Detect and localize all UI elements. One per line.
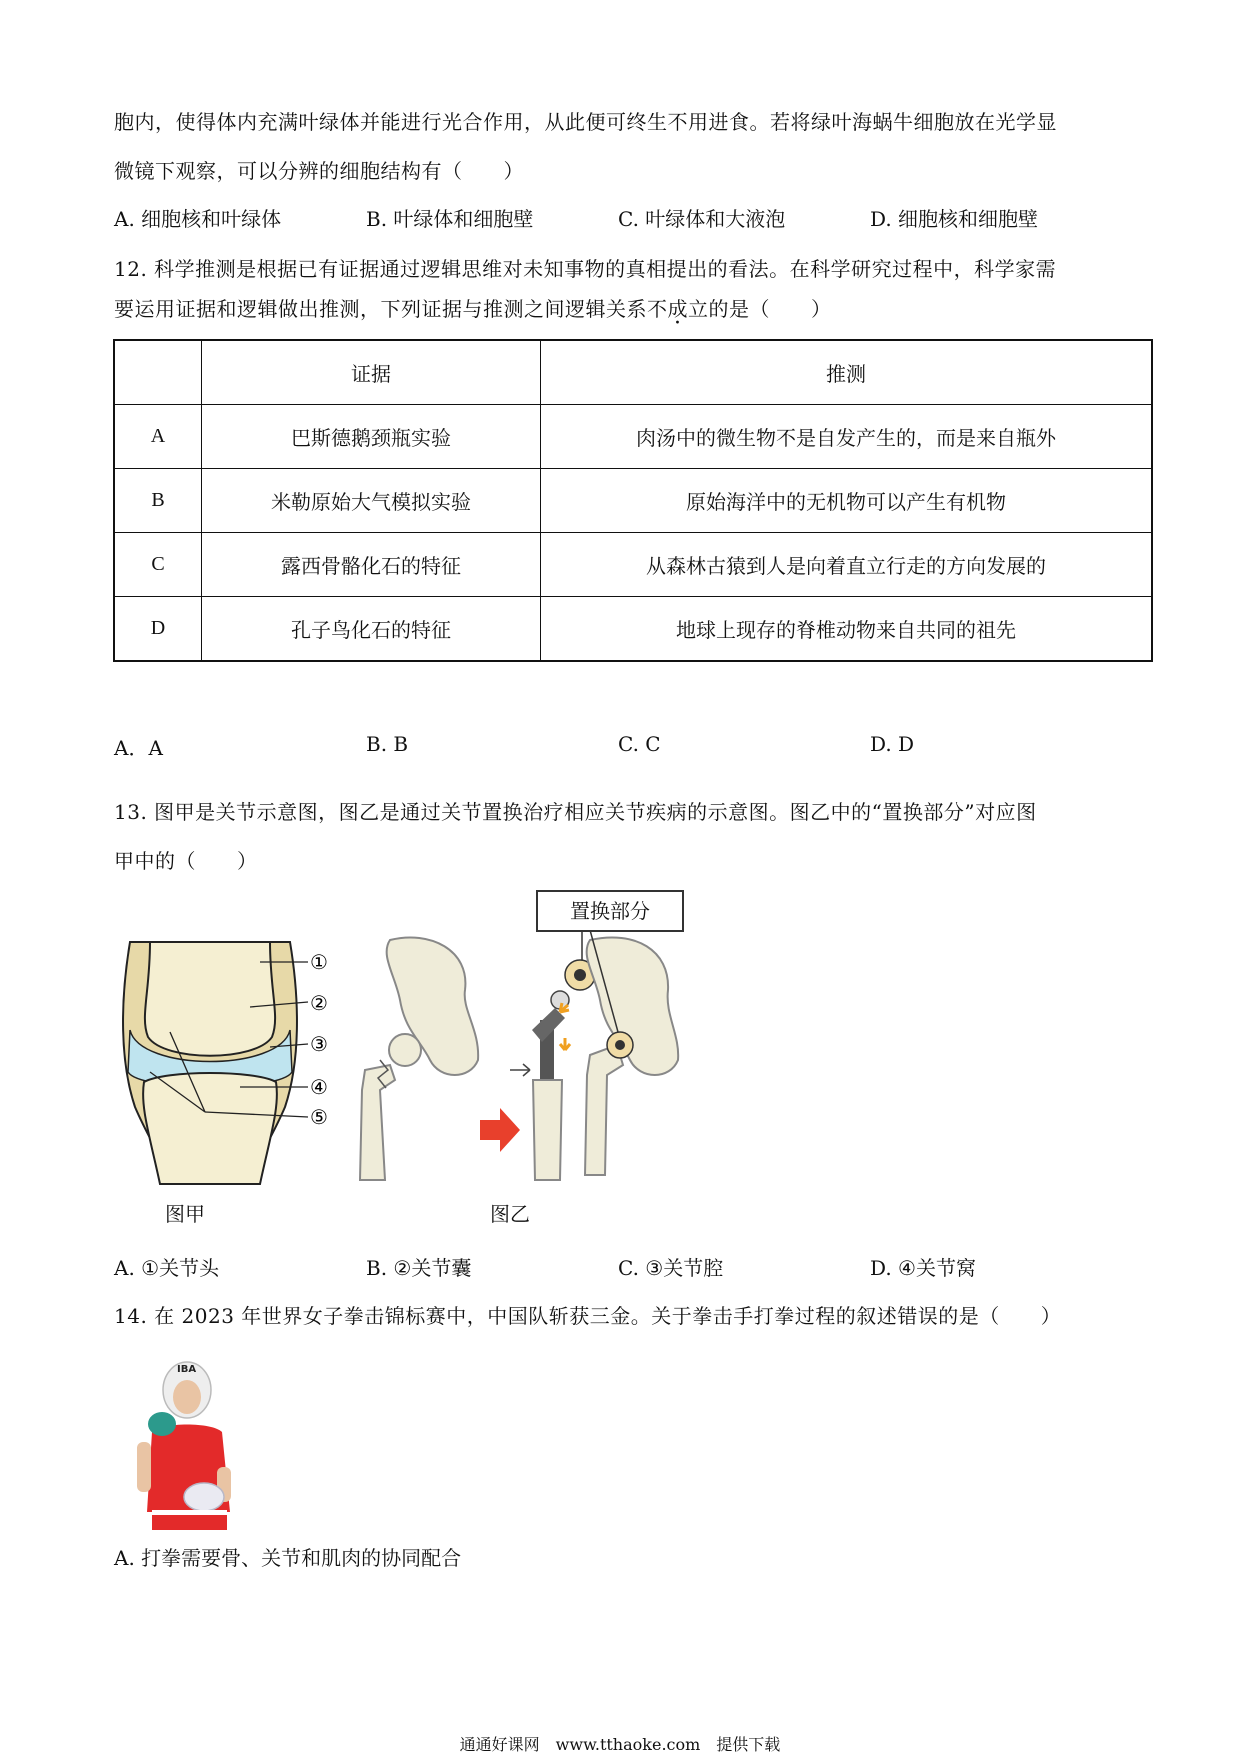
- table-cell-evidence: 米勒原始大气模拟实验: [202, 469, 541, 533]
- table-cell-evidence: 孔子鸟化石的特征: [202, 597, 541, 662]
- table-header-inference: 推测: [541, 340, 1153, 405]
- q12-stem-line2-pre: 要运用证据和逻辑做出推测，下列证据与推测之间逻辑关系: [114, 297, 647, 321]
- table-cell-key: A: [114, 405, 202, 469]
- table-row: [114, 405, 1152, 469]
- q13-option-b: B. ②关节囊: [366, 1256, 472, 1280]
- table-cell-evidence: 巴斯德鹅颈瓶实验: [202, 405, 541, 469]
- replacement-part-callout: 置换部分: [536, 890, 684, 932]
- q11-stem-line1: 胞内，使得体内充满叶绿体并能进行光合作用，从此便可终生不用进食。若将绿叶海蜗牛细胞放在光学显: [114, 110, 1057, 134]
- page-footer: 通通好课网 www.tthaoke.com 提供下载: [459, 1735, 781, 1754]
- table-cell-inference: 原始海洋中的无机物可以产生有机物: [541, 469, 1153, 533]
- q13-stem-line1: 13. 图甲是关节示意图，图乙是通过关节置换治疗相应关节疾病的示意图。图乙中的“置换部分”对应图: [114, 800, 1037, 824]
- hip-replacement-figure: [350, 930, 730, 1192]
- q14-stem: 14. 在 2023 年世界女子拳击锦标赛中，中国队斩获三金。关于拳击手打拳过程的叙述错误的是（ ）: [114, 1304, 1062, 1328]
- q12-option-c: C. C: [618, 732, 661, 756]
- table-header-evidence: 证据: [202, 340, 541, 405]
- figure-yi-caption: 图乙: [490, 1202, 530, 1226]
- table-cell-key: C: [114, 533, 202, 597]
- figure-jia-caption: 图甲: [165, 1202, 205, 1226]
- table-row: [114, 597, 1152, 662]
- table-header-cell: [114, 340, 202, 405]
- q12-stem-line2-post: 的是（ ）: [708, 297, 832, 321]
- boxer-headgear-text: IBA: [177, 1364, 197, 1375]
- q12-stem-emphasis: 不成立: [647, 297, 709, 321]
- table-cell-inference: 从森林古猿到人是向着直立行走的方向发展的: [541, 533, 1153, 597]
- q11-option-b: B. 叶绿体和细胞壁: [366, 207, 534, 231]
- q11-stem-line2: 微镜下观察，可以分辨的细胞结构有（ ）: [114, 159, 524, 183]
- q12-stem-line1: 12. 科学推测是根据已有证据通过逻辑思维对未知事物的真相提出的看法。在科学研究过程中，科学家需: [114, 257, 1057, 281]
- table-row: [114, 469, 1152, 533]
- table-cell-key: B: [114, 469, 202, 533]
- q11-option-a: A. 细胞核和叶绿体: [114, 207, 282, 231]
- q14-option-a: A. 打拳需要骨、关节和肌肉的协同配合: [114, 1546, 462, 1570]
- q12-option-d: D. D: [870, 732, 915, 756]
- q13-option-c: C. ③关节腔: [618, 1256, 724, 1280]
- table-cell-inference: 地球上现存的脊椎动物来自共同的祖先: [541, 597, 1153, 662]
- table-cell-key: D: [114, 597, 202, 662]
- table-cell-evidence: 露西骨骼化石的特征: [202, 533, 541, 597]
- joint-diagram-figure: [110, 922, 340, 1192]
- q12-option-a: A．A: [114, 736, 163, 760]
- table-row: [114, 533, 1152, 597]
- joint-label-5: ⑤: [310, 1105, 328, 1129]
- q12-stem-line2: [114, 293, 832, 322]
- q12-option-b: B. B: [366, 732, 409, 756]
- evidence-inference-table: [113, 339, 1153, 662]
- joint-label-3: ③: [310, 1032, 328, 1056]
- boxer-photo: [122, 1352, 262, 1530]
- q11-option-c: C. 叶绿体和大液泡: [618, 207, 786, 231]
- table-cell-inference: 肉汤中的微生物不是自发产生的，而是来自瓶外: [541, 405, 1153, 469]
- joint-label-4: ④: [310, 1075, 328, 1099]
- q13-stem-line2: 甲中的（ ）: [114, 849, 258, 873]
- q13-option-d: D. ④关节窝: [870, 1256, 976, 1280]
- q13-option-a: A. ①关节头: [114, 1256, 220, 1280]
- q11-option-d: D. 细胞核和细胞壁: [870, 207, 1039, 231]
- table-header-row: [114, 340, 1152, 405]
- joint-label-1: ①: [310, 950, 328, 974]
- joint-label-2: ②: [310, 991, 328, 1015]
